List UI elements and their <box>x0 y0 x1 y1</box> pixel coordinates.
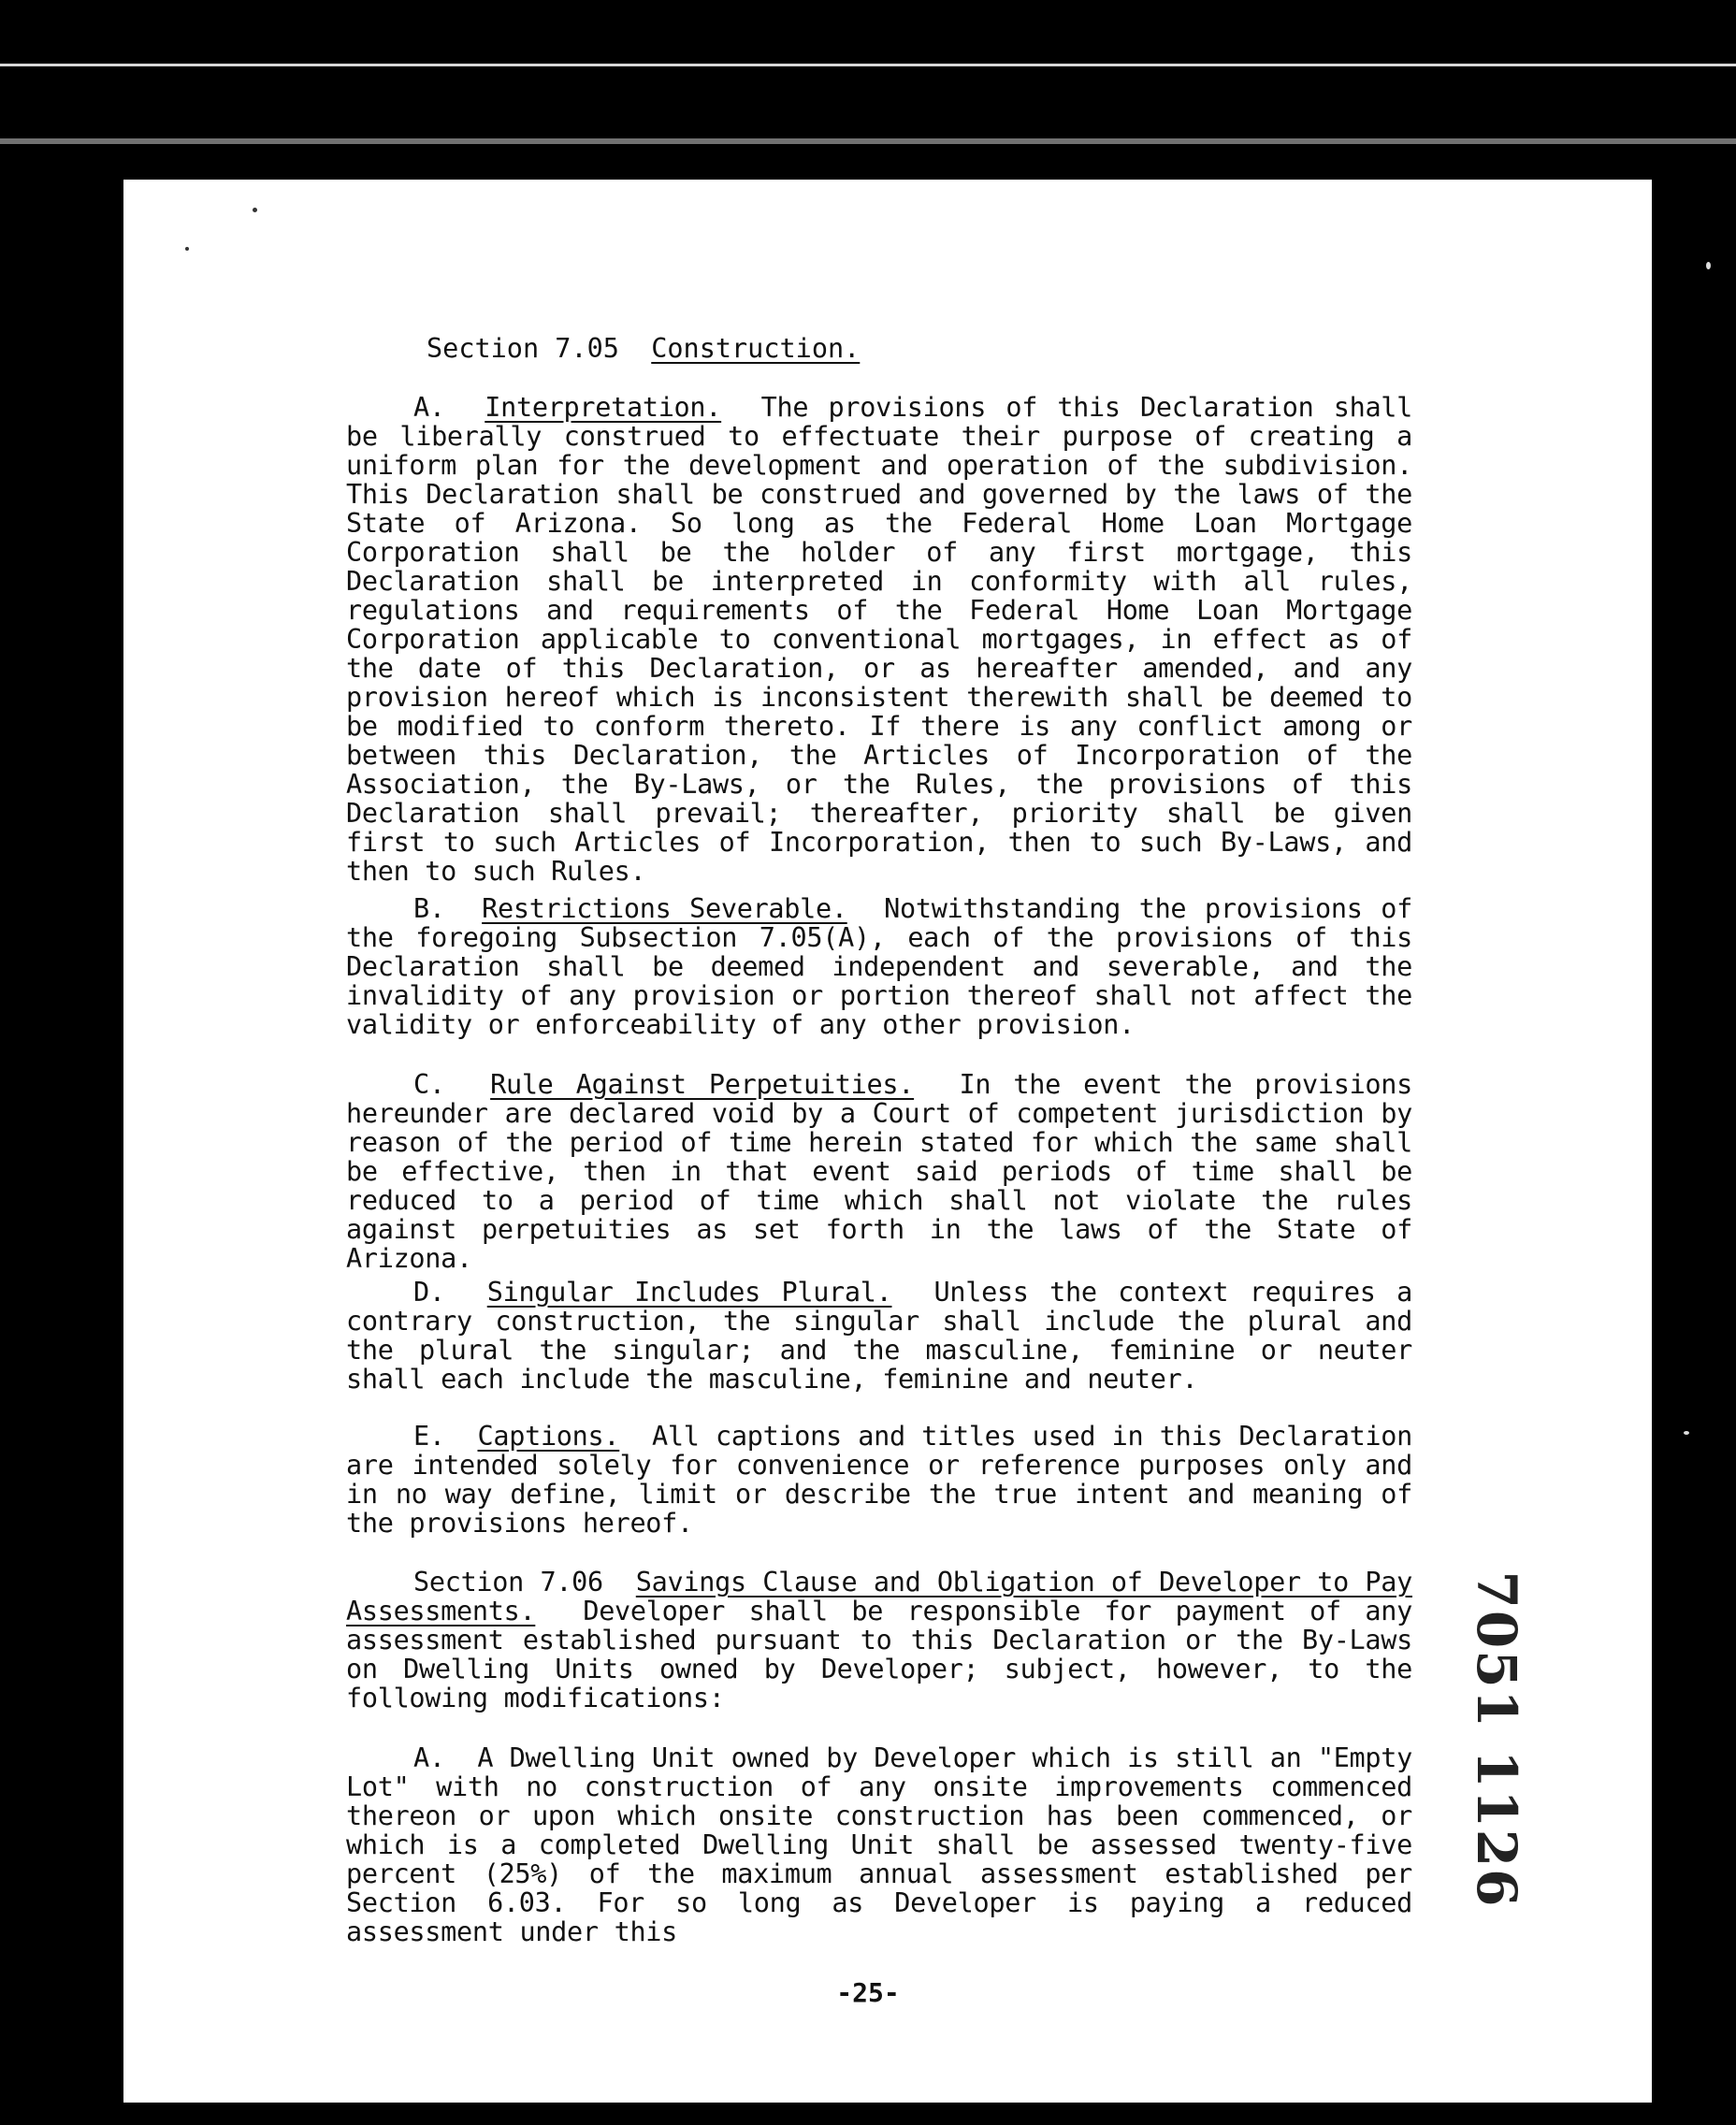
paragraph-b <box>346 894 1412 1039</box>
paragraph-c-title: Rule Against Perpetuities. <box>490 1069 915 1100</box>
document-stamp <box>1459 1571 1534 1908</box>
scan-edge-line <box>0 64 1736 66</box>
paragraph-c-text: In the event the provisions hereunder are declared void by a Court of competent jurisdiction by reason of the period of time herein stated for which the same shall be effective, then in that event said periods of time shall be reduced to a period of time which shall not violate the rules against perpetuities as set forth in the laws of the State of Arizona. <box>346 1069 1413 1274</box>
scan-speck <box>1706 262 1711 269</box>
paragraph-c <box>346 1070 1412 1273</box>
paragraph-a-title: Interpretation. <box>485 392 722 423</box>
section-7-06-label: Section 7.06 <box>413 1567 603 1597</box>
paragraph-e-label: E. <box>413 1421 445 1452</box>
paragraph-d-label: D. <box>413 1277 445 1308</box>
page-number: -25- <box>836 1977 900 2008</box>
paragraph-b-title: Restrictions Severable. <box>482 893 847 924</box>
scan-speck <box>253 208 257 212</box>
paragraph-e-text: All captions and titles used in this Declaration are intended solely for convenience or reference purposes only and in no way define, limit or describe the true intent and meaning of the provisions hereof. <box>346 1421 1413 1539</box>
paragraph-e <box>346 1422 1412 1538</box>
paragraph-d <box>346 1278 1412 1394</box>
paragraph-a-text: The provisions of this Declaration shall be liberally construed to effectuate their purpose of creating a uniform plan for the development and operation of the subdivision. This Declaration shall be construed and governed by the laws of the State of Arizona. So long as the Federal Home Loan Mortgage Corporation shall be the holder of any first mortgage, this Declaration shall be interpreted in conformity with all rules, regulations and requirements of the Federal Home Loan Mortgage Corporation applicable to conventional mortgages, in effect as of the date of this Declaration, or as hereafter amended, and any provision hereof which is inconsistent therewith shall be deemed to be modified to conform thereto. If there is any conflict among or between this Declaration, the Articles of Incorporation of the Association, the By-Laws, or the Rules, the provisions of this Declaration shall prevail; thereafter, priority shall be given first to such Articles of Incorporation, then to such By-Laws, and then to such Rules. <box>346 392 1413 887</box>
paragraph-c-label: C. <box>413 1069 445 1100</box>
section-7-06 <box>346 1568 1412 1713</box>
section-7-06-a-text: A Dwelling Unit owned by Developer which is still an "Empty Lot" with no construction of any onsite improvements commenced thereon or upon which onsite construction has been commenced, or which is a completed Dwelling Unit shall be assessed twenty-five percent (25%) of the maximum annual assessment established per Section 6.03. For so long as Developer is paying a reduced assessment under this <box>346 1742 1412 1947</box>
section-7-06-a-label: A. <box>413 1742 445 1773</box>
scan-edge-band <box>0 138 1736 144</box>
paragraph-b-text: Notwithstanding the provisions of the foregoing Subsection 7.05(A), each of the provisions of this Declaration shall be deemed independent and severable, and the invalidity of any provision or portion thereof shall not affect the validity or enforceability of any other provision. <box>346 893 1412 1040</box>
stamp-number: 7051 1126 <box>1465 1570 1528 1909</box>
section-label: Section 7.05 <box>427 333 619 364</box>
paragraph-e-title: Captions. <box>477 1421 620 1452</box>
section-heading <box>427 333 860 364</box>
paragraph-a <box>346 393 1412 886</box>
section-title: Construction. <box>651 333 861 364</box>
section-7-06-a <box>346 1743 1412 1946</box>
paragraph-a-label: A. <box>413 392 445 423</box>
section-7-06-text: Developer shall be responsible for payment of any assessment established pursuant to this Declaration or the By-Laws on Dwelling Units owned by Developer; subject, however, to the following modifications: <box>346 1596 1412 1713</box>
scan-speck <box>1684 1431 1689 1435</box>
paragraph-b-label: B. <box>413 893 445 924</box>
section-7-06-title: Savings Clause and Obligation of Developer to Pay Assessments. <box>346 1567 1412 1626</box>
paragraph-d-title: Singular Includes Plural. <box>486 1277 892 1308</box>
paragraph-d-text: Unless the context requires a contrary construction, the singular shall include the plural and the plural the singular; and the masculine, feminine or neuter shall each include the masculine, feminine and neuter. <box>346 1277 1412 1395</box>
scan-speck <box>185 247 189 251</box>
